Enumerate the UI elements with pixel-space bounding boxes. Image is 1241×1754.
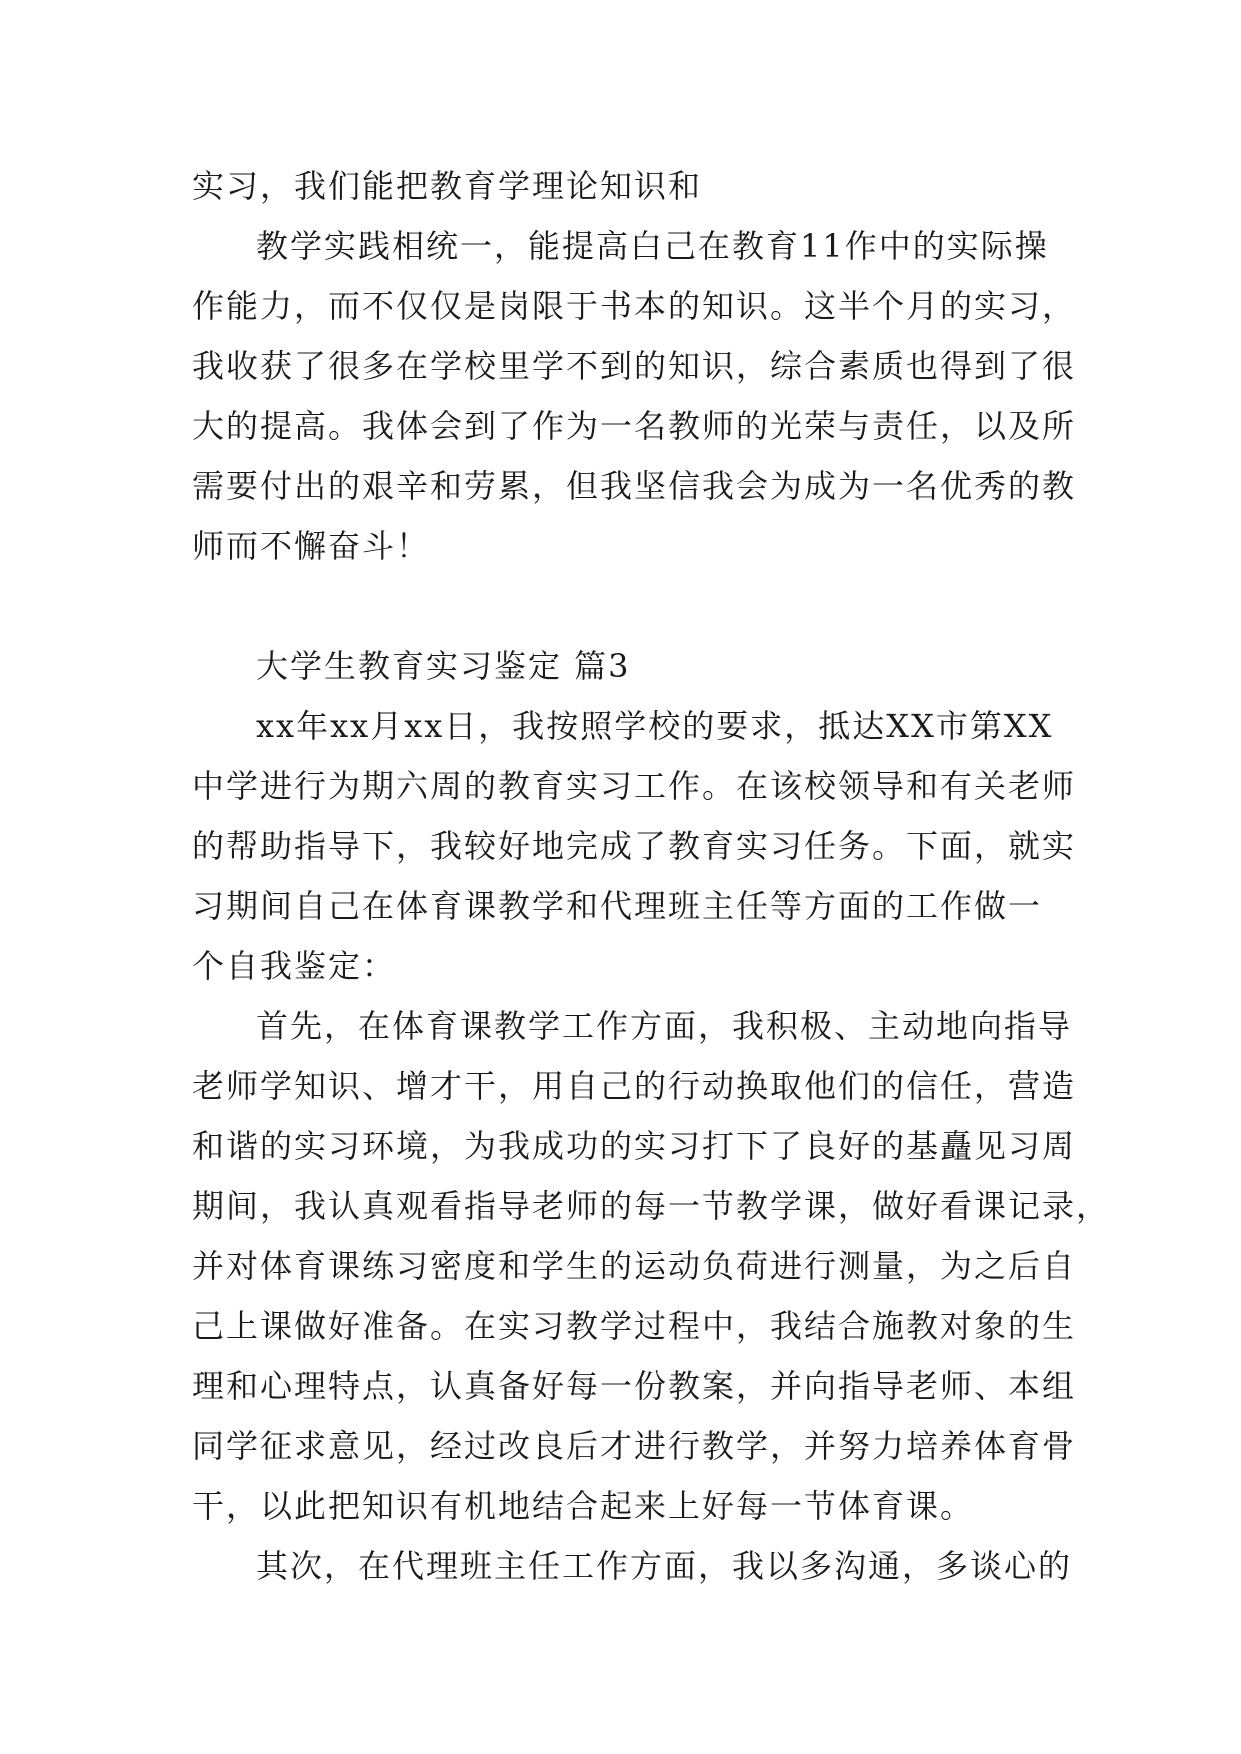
- paragraph-line: 并对体育课练习密度和学生的运动负荷进行测量，为之后自: [192, 1247, 1077, 1285]
- paragraph-line: 个自我鉴定：: [192, 947, 397, 985]
- paragraph-line: 实习，我们能把教育学理论知识和: [192, 167, 703, 205]
- paragraph-line: 其次，在代理班主任工作方面，我以多沟通，多谈心的: [256, 1547, 1073, 1585]
- paragraph-line: 己上课做好准备。在实习教学过程中，我结合施教对象的生: [192, 1307, 1077, 1345]
- paragraph-line: 期间，我认真观看指导老师的每一节教学课，做好看课记录，: [192, 1187, 1111, 1225]
- paragraph-line: 干，以此把知识有机地结合起来上好每一节体育课。: [192, 1487, 975, 1525]
- paragraph-line: 中学进行为期六周的教育实习工作。在该校领导和有关老师: [192, 767, 1077, 805]
- paragraph-line: xx年xx月xx日，我按照学校的要求，抵达XX市第XX: [256, 707, 1054, 745]
- paragraph-line: 需要付出的艰辛和劳累，但我坚信我会为成为一名优秀的教: [192, 467, 1077, 505]
- paragraph-line: 大的提高。我体会到了作为一名教师的光荣与责任，以及所: [192, 407, 1077, 445]
- paragraph-line: 同学征求意见，经过改良后才进行教学，并努力培养体育骨: [192, 1427, 1077, 1465]
- section-heading: 大学生教育实习鉴定 篇3: [256, 647, 631, 685]
- paragraph-line: 的帮助指导下，我较好地完成了教育实习任务。下面，就实: [192, 827, 1077, 865]
- paragraph-line: 理和心理特点，认真备好每一份教案，并向指导老师、本组: [192, 1367, 1077, 1405]
- paragraph-line: 师而不懈奋斗！: [192, 527, 431, 565]
- paragraph-line: 和谐的实习环境，为我成功的实习打下了良好的基矗见习周: [192, 1127, 1077, 1165]
- paragraph-line: 作能力，而不仅仅是岗限于书本的知识。这半个月的实习，: [192, 287, 1077, 325]
- paragraph-line: 我收获了很多在学校里学不到的知识，综合素质也得到了很: [192, 347, 1077, 385]
- paragraph-line: 习期间自己在体育课教学和代理班主任等方面的工作做一: [192, 887, 1043, 925]
- paragraph-line: 教学实践相统一，能提高白己在教育11作中的实际操: [256, 227, 1049, 265]
- paragraph-line: 首先，在体育课教学工作方面，我积极、主动地向指导: [256, 1007, 1073, 1045]
- paragraph-line: 老师学知识、增才干，用自己的行动换取他们的信任，营造: [192, 1067, 1077, 1105]
